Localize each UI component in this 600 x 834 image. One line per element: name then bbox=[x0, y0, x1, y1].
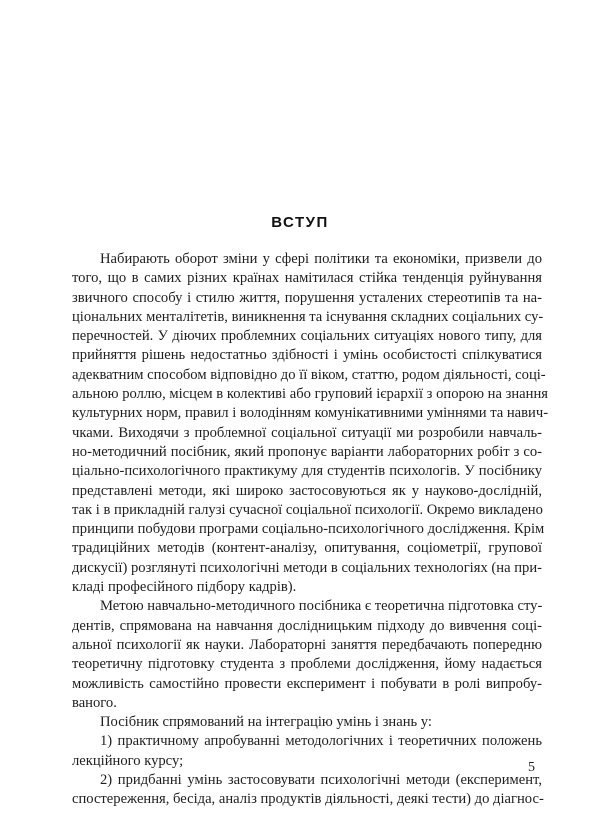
text-line: представлені методи, які широко застосовуються як у науково-дослідній, bbox=[72, 482, 542, 499]
text-line: дискусії) розглянуті психологічні методи в соціальних технологіях (на при- bbox=[72, 559, 542, 576]
text-line: альною роллю, місцем в колективі або груповий ієрархії з опорою на знання bbox=[72, 386, 548, 403]
text-line: спостереження, бесіда, аналіз продуктів діяльності, деякі тести) до діагнос- bbox=[72, 791, 544, 808]
body-text bbox=[72, 250, 549, 810]
text-line: прийняття рішень недостатньо здібності і умінь особистості спілкуватися bbox=[72, 347, 542, 364]
text-line: 2) придбанні умінь застосовувати психологічні методи (експеримент, bbox=[100, 772, 542, 789]
text-line: традиційних методів (контент-аналізу, опитування, соціометрії, групової bbox=[72, 540, 542, 557]
text-line: адекватним способом відповідно до її віком, статтю, родом діяльності, соці- bbox=[72, 366, 546, 383]
text-line: звичного способу і стилю життя, порушення усталених стереотипів та на- bbox=[72, 289, 542, 306]
text-line: можливість самостійно провести експеримент і побувати в ролі випробу- bbox=[72, 675, 542, 692]
text-line: ціональних менталітетів, виникнення та існування складних соціальних су- bbox=[72, 308, 544, 325]
text-line: но-методичний посібник, який пропонує варіанти лабораторних робіт з со- bbox=[72, 443, 542, 460]
page-number: 5 bbox=[528, 760, 535, 775]
text-line: лекційного курсу; bbox=[72, 752, 184, 769]
text-line: Метою навчально-методичного посібника є теоретична підготовка сту- bbox=[100, 598, 543, 615]
text-line: дентів, спрямована на навчання дослідницьким підходу до вивчення соці- bbox=[72, 617, 542, 634]
text-line: перечностей. У діючих проблемних соціальних ситуаціях нового типу, для bbox=[72, 328, 542, 345]
text-line: чками. Виходячи з проблемної соціальної ситуації ми розробили навчаль- bbox=[72, 424, 542, 441]
text-line: принципи побудови програми соціально-психологічного дослідження. Крім bbox=[72, 521, 545, 538]
text-line: 1) практичному апробуванні методологічних і теоретичних положень bbox=[100, 733, 542, 750]
text-line: теоретичну підготовку студента з проблеми дослідження, йому надається bbox=[72, 656, 542, 673]
section-heading: ВСТУП bbox=[271, 214, 329, 231]
text-line: так і в прикладній галузі сучасної соціальної психології. Окремо викладено bbox=[72, 501, 543, 518]
text-line: Посібник спрямований на інтеграцію умінь і знань у: bbox=[100, 714, 432, 731]
text-line: того, що в самих різних країнах намітилася стійка тенденція руйнування bbox=[72, 270, 542, 287]
text-line: ціально-психологічного практикуму для студентів психологів. У посібнику bbox=[72, 463, 542, 480]
text-line: ваного. bbox=[72, 694, 117, 711]
text-line: культурних норм, правил і володінням комунікативними уміннями та навич- bbox=[72, 405, 549, 422]
text-line: альної психології як науки. Лабораторні заняття передбачають попередню bbox=[72, 636, 542, 653]
text-line: кладі професійного підбору кадрів). bbox=[72, 579, 297, 596]
text-line: Набирають оборот зміни у сфері політики та економіки, призвели до bbox=[100, 251, 542, 267]
